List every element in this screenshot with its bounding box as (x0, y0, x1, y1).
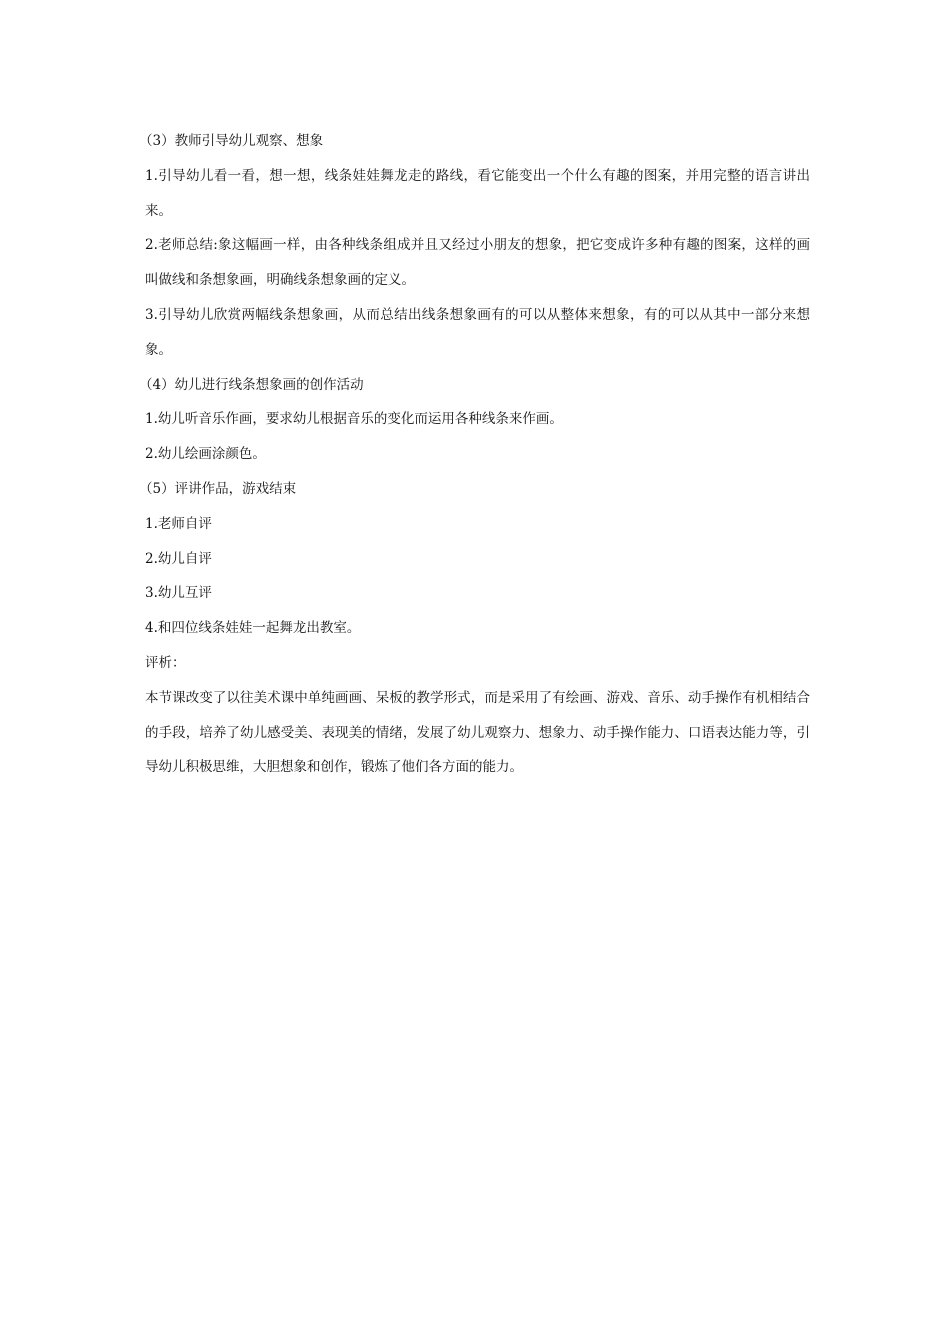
section-heading-3: （3）教师引导幼儿观察、想象 (139, 133, 324, 149)
step-paragraph: 2.幼儿绘画涂颜色。 (145, 446, 266, 463)
section-heading-5: （5）评讲作品，游戏结束 (139, 480, 297, 497)
step-paragraph: 1.引导幼儿看一看，想一想，线条娃娃舞龙走的路线，看它能变出一个什么有趣的图案，并用完整的语言讲出来。 (145, 167, 810, 219)
analysis-paragraph: 本节课改变了以往美术课中单纯画画、呆板的教学形式，而是采用了有绘画、游戏、音乐、动手操作有机相结合的手段，培养了幼儿感受美、表现美的情绪，发展了幼儿观察力、想象力、动手操作能力、口语表达能力等，引导幼儿积极思维，大胆想象和创作，锻炼了他们各方面的能力。 (145, 689, 810, 776)
step-paragraph: 4.和四位线条娃娃一起舞龙出教室。 (145, 620, 361, 637)
analysis-label: 评析： (145, 654, 186, 671)
step-paragraph: 3.引导幼儿欣赏两幅线条想象画，从而总结出线条想象画有的可以从整体来想象，有的可以从其中一部分来想象。 (145, 306, 810, 358)
step-paragraph: 1.老师自评 (145, 515, 212, 532)
document-page (139, 124, 810, 785)
section-heading-4: （4）幼儿进行线条想象画的创作活动 (139, 376, 364, 393)
step-paragraph: 2.幼儿自评 (145, 550, 212, 567)
step-paragraph: 2.老师总结:象这幅画一样，由各种线条组成并且又经过小朋友的想象，把它变成许多种有趣的图案，这样的画叫做线和条想象画，明确线条想象画的定义。 (145, 237, 810, 289)
step-paragraph: 1.幼儿听音乐作画，要求幼儿根据音乐的变化而运用各种线条来作画。 (145, 411, 563, 428)
step-paragraph: 3.幼儿互评 (145, 585, 212, 602)
